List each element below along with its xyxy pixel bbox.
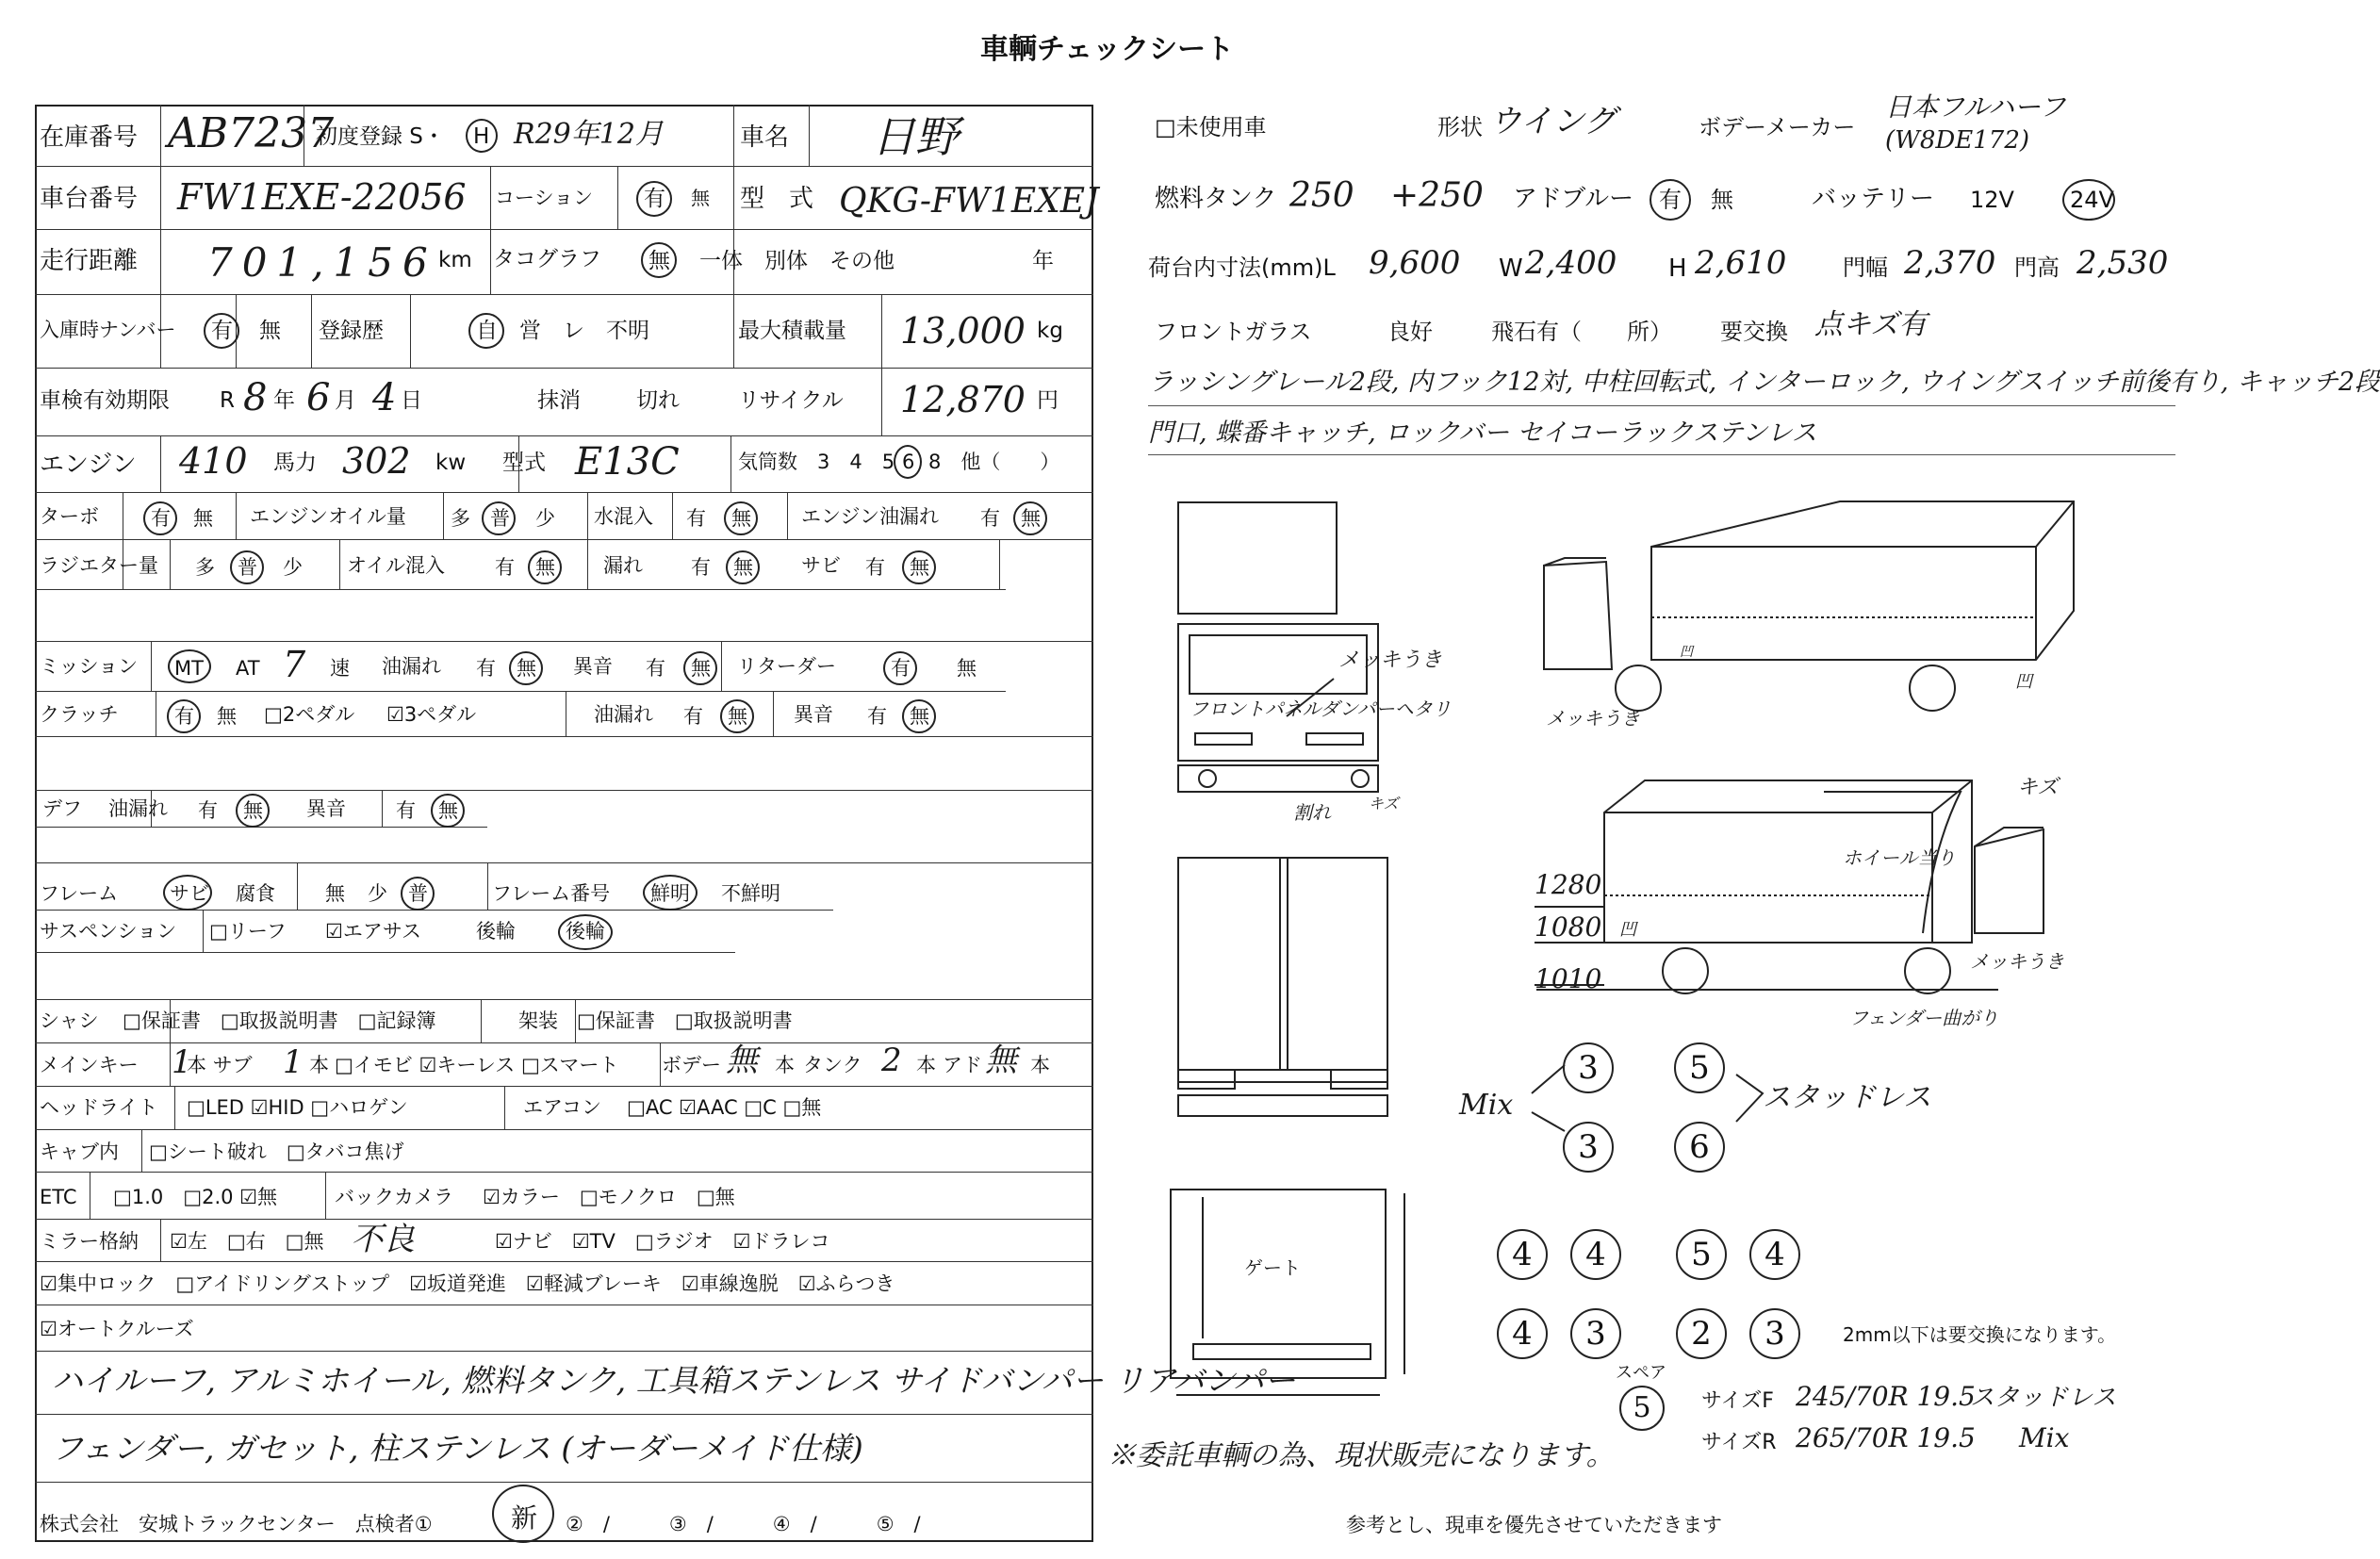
tacho-year: 年 <box>1032 249 1054 273</box>
door-width: 2,370 <box>1904 244 1996 282</box>
diff-noise-yes: 有 <box>396 799 416 822</box>
side1-cab <box>1544 562 1612 669</box>
diff-leak-yes: 有 <box>198 799 218 822</box>
dims-width: 2,400 <box>1525 244 1617 282</box>
stock-label: 在庫番号 <box>40 123 139 152</box>
adblue-yes: 有 <box>1659 187 1682 213</box>
body-maker-value: 日本フルハーフ <box>1885 91 2066 123</box>
suspension-air: ☑エアサス <box>325 920 421 943</box>
mission-noise-yes: 有 <box>646 657 665 680</box>
rear-bumper <box>1178 1095 1387 1116</box>
rear-view-doors <box>1178 858 1387 1082</box>
tank-key-value: 2 <box>881 1042 902 1079</box>
cylinder-label: 気筒数 3 4 5 <box>738 451 895 473</box>
car-name-value: 日野 <box>872 111 959 162</box>
front-note-plating: メッキうき <box>1338 648 1443 672</box>
diff-noise-no: 無 <box>438 799 458 822</box>
cylinder-selected: 6 <box>902 451 915 473</box>
mirror-label: ミラー格納 <box>40 1230 139 1253</box>
engine-label: エンジン <box>40 451 137 479</box>
coating-yes: 有 <box>644 187 665 211</box>
fuel-tank-value: 250 <box>1289 176 1354 215</box>
clutch-leak-label: 油漏れ <box>594 703 653 726</box>
frame-rust: サビ <box>170 882 209 905</box>
tire-rear-1: 4 <box>1497 1229 1548 1280</box>
side1-mark-dent-2: 凹 <box>2015 672 2032 692</box>
side1-rear-wheel <box>1910 665 1955 711</box>
recycle-unit: 円 <box>1037 388 1059 413</box>
dims-width-label: W <box>1499 254 1523 283</box>
chassis-number-label: 車台番号 <box>40 185 139 213</box>
cylinder-rest: 8 他（ ） <box>928 451 1060 473</box>
side2-note-scratch: キズ <box>2017 776 2059 799</box>
tire-replace-note: 2mm以下は要交換になります。 <box>1843 1323 2117 1346</box>
frame-number-clear: 鮮明 <box>650 882 690 905</box>
front-view-cab <box>1178 502 1337 614</box>
recycle-label: リサイクル <box>738 388 844 413</box>
unused-car: □未使用車 <box>1155 114 1267 140</box>
water-mix-no: 無 <box>731 507 751 530</box>
rust-no: 無 <box>910 556 929 579</box>
tank-key-unit: 本 <box>916 1054 936 1076</box>
frame-corrosion: 腐食 <box>236 882 275 905</box>
side2-note-fender: フェンダー曲がり <box>1849 1007 1999 1029</box>
mirror-note: 不良 <box>351 1221 415 1258</box>
dims-height: 2,610 <box>1695 244 1787 282</box>
suspension-leaf: □リーフ <box>209 920 287 943</box>
inspector-stamp-text: 新 <box>511 1502 538 1534</box>
clutch-noise-label: 異音 <box>794 703 833 726</box>
windshield-label: フロントガラス <box>1155 319 1312 345</box>
dims-height-label: H <box>1668 254 1687 283</box>
main-key-unit: 本 サブ <box>187 1054 253 1076</box>
radiator-mid: 普 <box>238 556 257 579</box>
oil-mix-label: オイル混入 <box>347 554 445 577</box>
chassis-number-value: FW1EXE-22056 <box>177 176 467 218</box>
back-camera-options: ☑カラー □モノクロ □無 <box>483 1186 735 1208</box>
chassis-docs-label: シャシ <box>40 1009 99 1032</box>
rear-lamp-left <box>1178 1070 1235 1089</box>
gate-label: ゲート <box>1244 1256 1301 1279</box>
size-front-label: サイズF <box>1701 1389 1774 1413</box>
front-fog-right <box>1352 770 1369 787</box>
oil-mix-yes: 有 <box>495 556 515 579</box>
diff-leak-label: 油漏れ <box>108 797 168 820</box>
body-maker-label: ボデーメーカー <box>1699 114 1856 140</box>
size-rear-value: 265/70R 19.5 <box>1796 1422 1976 1453</box>
engine-type-label: 型式 <box>502 451 546 475</box>
model-value: QKG-FW1EXEJ <box>839 182 1099 221</box>
mission-leak-no: 無 <box>517 657 536 680</box>
tire-front-left-2: 3 <box>1563 1122 1614 1173</box>
retarder-yes: 有 <box>891 657 911 680</box>
tire-rear-7: 2 <box>1676 1308 1727 1359</box>
mileage-unit: km <box>438 248 472 272</box>
front-view-body <box>1178 624 1378 761</box>
shape-label: 形状 <box>1437 114 1483 140</box>
chassis-docs-items: □保証書 □取扱説明書 □記録簿 <box>123 1009 436 1032</box>
rear-wheel-value: 後輪 <box>566 920 605 943</box>
clutch-2pedal: □2ペダル <box>264 703 355 726</box>
mission-mt: MT <box>174 657 204 680</box>
tire-rear-3: 5 <box>1676 1229 1727 1280</box>
height-dent-mark: 凹 <box>1619 920 1636 940</box>
shape-value: ウイング <box>1489 103 1617 140</box>
engine-leak-no: 無 <box>1021 507 1041 530</box>
front-note-scratch: キズ <box>1369 795 1399 812</box>
clutch-noise-no: 無 <box>910 705 929 728</box>
spare-label: スペア <box>1616 1363 1666 1383</box>
studless-label: スタッドレス <box>1763 1081 1932 1114</box>
engine-value: 410 <box>179 440 248 482</box>
adblue-label: アドブルー <box>1513 185 1634 213</box>
mix-label: Mix <box>1459 1089 1514 1122</box>
recycle-value: 12,870 <box>900 379 1026 420</box>
leak-label: 漏れ <box>603 554 643 577</box>
frame-number-unclear: 不鮮明 <box>721 882 780 905</box>
leak-no: 無 <box>733 556 753 579</box>
tire-rear-4: 4 <box>1749 1229 1800 1280</box>
sub-key-count: 1 <box>283 1043 304 1081</box>
mix-bracket <box>1532 1065 1565 1131</box>
erase-option: 抹消 <box>537 388 581 413</box>
leak-yes: 有 <box>691 556 711 579</box>
radiator-label: ラジエター量 <box>40 554 158 577</box>
front-note-damper: フロントパネルダンパーヘタリ <box>1190 697 1452 720</box>
engine-type-value: E13C <box>575 440 680 484</box>
back-camera-label: バックカメラ <box>335 1186 453 1208</box>
tire-rear-6: 3 <box>1570 1308 1621 1359</box>
radiator-many: 多 <box>195 556 215 579</box>
mission-noise-no: 無 <box>691 657 711 680</box>
fuel-tank-label: 燃料タンク <box>1155 185 1277 213</box>
windshield-note: 点キズ有 <box>1814 308 1928 341</box>
reg-history-options: 自 営 レ 不明 <box>476 319 649 343</box>
size-front-type: スタッドレス <box>1970 1384 2117 1412</box>
body-docs-items: □保証書 □取扱説明書 <box>577 1009 793 1032</box>
diff-leak-no: 無 <box>243 799 263 822</box>
sheet-title: 車輌チェックシート <box>980 33 1235 66</box>
tire-rear-5: 4 <box>1497 1308 1548 1359</box>
suspension-label: サスペンション <box>40 920 177 943</box>
sub-key-unit: 本 <box>309 1054 329 1076</box>
max-load-unit: kg <box>1037 319 1063 343</box>
clutch-noise-yes: 有 <box>867 705 887 728</box>
frame-mid: 普 <box>408 882 428 905</box>
engine-oil-mid: 普 <box>490 507 510 530</box>
oil-mix-no: 無 <box>535 556 555 579</box>
main-key-label: メインキー <box>40 1054 139 1076</box>
ad-key-label: アド <box>943 1054 982 1076</box>
rear-wheel-label: 後輪 <box>476 920 516 943</box>
reg-history-label: 登録歴 <box>319 319 384 343</box>
side1-front-wheel <box>1616 665 1661 711</box>
coating-label: コーション <box>495 187 594 209</box>
side2-front-wheel <box>1905 948 1950 993</box>
body-key-value: 無 <box>726 1042 758 1079</box>
mileage-label: 走行距離 <box>40 247 139 275</box>
height-1280: 1280 <box>1535 869 1602 900</box>
reference-note: 参考とし、現車を優先させていただきます <box>1346 1514 1722 1536</box>
expire-option: 切れ <box>636 388 680 413</box>
tire-rear-8: 3 <box>1749 1308 1800 1359</box>
water-mix-yes: 有 <box>686 507 706 530</box>
inspection-era: R <box>220 388 235 413</box>
footer-other-inspectors: ② / ③ / ④ / ⑤ / <box>566 1513 921 1535</box>
tank-key-label: タンク <box>803 1054 862 1076</box>
size-rear-type: Mix <box>2019 1422 2070 1453</box>
gate-plate <box>1193 1344 1371 1359</box>
headlight-label: ヘッドライト <box>40 1096 158 1119</box>
first-reg-label: 初度登録 S・ <box>316 124 445 149</box>
footer-company: 株式会社 安城トラックセンター 点検者① <box>40 1513 433 1535</box>
frame-label: フレーム <box>40 882 119 905</box>
front-headlight-right <box>1306 733 1363 745</box>
headlight-options: □LED ☑HID □ハロゲン <box>187 1096 408 1119</box>
turbo-no: 無 <box>193 507 213 530</box>
engine-oil-many: 多 <box>451 507 470 530</box>
tire-front-left-1: 3 <box>1563 1042 1614 1093</box>
retarder-label: リターダー <box>737 655 836 678</box>
battery-label: バッテリー <box>1812 185 1935 213</box>
diff-label: デフ <box>42 797 82 820</box>
cruise-options: ☑オートクルーズ <box>40 1318 194 1340</box>
key-options: □イモビ ☑キーレス □スマート <box>335 1054 619 1076</box>
aircon-options: □AC ☑AAC □C □無 <box>627 1096 822 1119</box>
inspection-label: 車検有効期限 <box>40 388 170 413</box>
clutch-3pedal: ☑3ペダル <box>386 703 477 726</box>
engine-leak-label: エンジン油漏れ <box>801 505 939 528</box>
car-name-label: 車名 <box>740 123 790 152</box>
frame-few: 少 <box>368 882 387 905</box>
mission-noise-label: 異音 <box>573 655 613 678</box>
engine-leak-yes: 有 <box>980 507 1000 530</box>
cab-label: キャブ内 <box>40 1141 119 1163</box>
radiator-few: 少 <box>283 556 303 579</box>
plate-no: 無 <box>259 319 281 343</box>
mission-leak-label: 油漏れ <box>382 655 441 678</box>
height-1080: 1080 <box>1535 911 1602 943</box>
studless-bracket <box>1736 1075 1763 1122</box>
windshield-chip: 飛石有（ 所） <box>1491 319 1672 345</box>
tacho-options: 一体 別体 その他 <box>699 249 895 273</box>
power-value: 302 <box>342 440 411 482</box>
first-reg-era: H <box>473 124 490 149</box>
mission-at: AT <box>236 657 260 680</box>
side1-box-top <box>1651 501 2074 547</box>
tacho-label: タコグラフ <box>493 247 601 271</box>
inspection-month: 6 <box>306 376 331 419</box>
side1-box <box>1651 501 2074 660</box>
side2-note-wheel: ホイール当り <box>1843 846 1956 869</box>
power-label: 馬力 <box>273 451 317 475</box>
mission-label: ミッション <box>40 655 139 678</box>
side2-cab <box>1975 829 2044 933</box>
clutch-label: クラッチ <box>40 703 119 726</box>
first-reg-value: R29年12月 <box>514 118 664 151</box>
windshield-good: 良好 <box>1387 319 1433 345</box>
door-height-label: 門高 <box>2014 254 2060 281</box>
adblue-no: 無 <box>1711 187 1733 213</box>
height-1010: 1010 <box>1535 963 1602 994</box>
mission-leak-yes: 有 <box>476 657 496 680</box>
etc-options: □1.0 □2.0 ☑無 <box>113 1186 277 1208</box>
body-docs-label: 架装 <box>518 1009 558 1032</box>
windshield-replace: 要交換 <box>1720 319 1788 345</box>
mission-speed-unit: 速 <box>330 657 350 680</box>
power-unit: kw <box>435 451 467 475</box>
mirror-options: ☑左 □右 □無 <box>170 1230 324 1253</box>
retarder-no: 無 <box>957 657 977 680</box>
main-key-count: 1 <box>172 1043 192 1081</box>
frame-none: 無 <box>325 882 345 905</box>
consignment-note: ※委託車輌の為、現状販売になります。 <box>1108 1439 1615 1472</box>
max-load-label: 最大積載量 <box>738 319 846 343</box>
front-fog-left <box>1199 770 1216 787</box>
battery-24v: 24V <box>2070 187 2114 213</box>
notes-line-2: フェンダー, ガセット, 柱ステンレス (オーダーメイド仕様) <box>52 1430 863 1467</box>
plate-yes: 有 <box>211 319 233 343</box>
rust-yes: 有 <box>865 556 885 579</box>
side1-mark-dent-1: 凹 <box>1680 645 1693 660</box>
mission-speed: 7 <box>283 644 306 685</box>
inspection-month-unit: 月 <box>335 388 356 413</box>
door-height: 2,530 <box>2076 244 2169 282</box>
ad-key-unit: 本 <box>1030 1054 1050 1076</box>
dims-label: 荷台内寸法(mm)L <box>1148 254 1336 281</box>
engine-oil-few: 少 <box>535 507 555 530</box>
side2-note-plating: メッキうき <box>1970 950 2064 973</box>
spec-line-1: ラッシングレール2段, 内フック12対, 中柱回転式, インターロック, ウイングスイッチ前後有り, キャッチ2段 <box>1148 368 2380 397</box>
inspection-year: 8 <box>243 376 268 419</box>
body-key-label: ボデー <box>662 1054 721 1076</box>
max-load-value: 13,000 <box>900 310 1026 352</box>
dims-length: 9,600 <box>1369 244 1461 282</box>
water-mix-label: 水混入 <box>594 505 653 528</box>
clutch-no: 無 <box>217 705 237 728</box>
side2-rear-wheel <box>1663 948 1708 993</box>
tire-front-right-1: 5 <box>1674 1042 1725 1093</box>
battery-12v: 12V <box>1970 187 2014 213</box>
clutch-leak-yes: 有 <box>683 705 703 728</box>
aircon-label: エアコン <box>523 1096 601 1119</box>
cab-options: □シート破れ □タバコ焦げ <box>149 1141 404 1163</box>
tire-spare: 5 <box>1619 1386 1665 1431</box>
front-headlight-left <box>1195 733 1252 745</box>
inspection-year-unit: 年 <box>273 388 295 413</box>
engine-oil-label: エンジンオイル量 <box>250 505 406 528</box>
spec-line-2: 門口, 蝶番キャッチ, ロックバー セイコーラックステンレス <box>1148 418 1817 448</box>
notes-line-1: ハイルーフ, アルミホイール, 燃料タンク, 工具箱ステンレス サイドバンパー リアバンパー <box>52 1362 1296 1399</box>
door-width-label: 門幅 <box>1843 254 1888 281</box>
mileage-value: 701,156 <box>207 239 437 286</box>
equipment-options: ☑集中ロック □アイドリングストップ ☑坂道発進 ☑軽減ブレーキ ☑車線逸脱 ☑ふらつき <box>40 1272 895 1295</box>
front-note-crack: 割れ <box>1293 801 1331 824</box>
diff-noise-label: 異音 <box>306 797 346 820</box>
side1-note-plating: メッキうき <box>1546 707 1640 730</box>
clutch-yes: 有 <box>174 705 194 728</box>
av-options: ☑ナビ ☑TV □ラジオ ☑ドラレコ <box>495 1230 830 1253</box>
etc-label: ETC <box>40 1186 77 1208</box>
coating-no: 無 <box>691 187 710 209</box>
ad-key-value: 無 <box>985 1042 1017 1079</box>
inspection-day: 4 <box>372 376 397 419</box>
tire-rear-2: 4 <box>1570 1229 1621 1280</box>
frame-number-label: フレーム番号 <box>492 882 611 905</box>
turbo-yes: 有 <box>151 507 171 530</box>
size-front-value: 245/70R 19.5 <box>1796 1381 1976 1412</box>
stock-value: AB7237 <box>168 109 335 157</box>
turbo-label: ターボ <box>40 505 99 528</box>
tacho-none: 無 <box>648 249 670 273</box>
inspection-day-unit: 日 <box>401 388 422 413</box>
rust-label: サビ <box>801 554 841 577</box>
size-rear-label: サイズR <box>1701 1431 1777 1454</box>
model-label: 型 式 <box>740 185 814 213</box>
side2-box-top <box>1604 780 1972 812</box>
rear-lamp-right <box>1331 1070 1387 1089</box>
tire-front-right-2: 6 <box>1674 1122 1725 1173</box>
clutch-leak-no: 無 <box>728 705 747 728</box>
plate-label: 入庫時ナンバー <box>40 319 176 341</box>
fuel-tank-value-2: +250 <box>1390 176 1484 215</box>
body-maker-code: (W8DE172) <box>1885 126 2030 155</box>
body-key-unit: 本 <box>775 1054 795 1076</box>
